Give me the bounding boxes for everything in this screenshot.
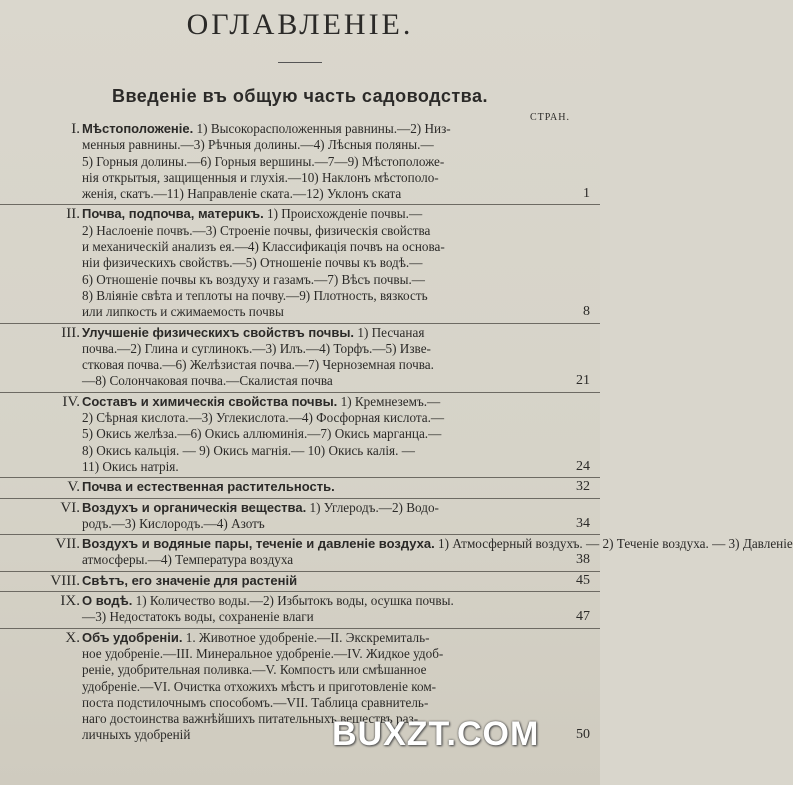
- chapter-title: Воздухъ и органическiя вещества.: [82, 499, 307, 515]
- entry-text: 11) Окись натрiя.: [82, 458, 179, 474]
- toc-entry: [0, 392, 600, 475]
- chapter-number: II.: [66, 206, 80, 223]
- entry-first-line: [82, 394, 530, 410]
- entry-text: ренie, удобрительная поливка.—V. Компостъ или смѣшанное: [82, 662, 427, 678]
- entry-text: 1) Песчаная: [357, 324, 425, 340]
- chapter-title: Улучшенie физическихъ свойствъ почвы.: [82, 324, 355, 340]
- toc-entry: [0, 571, 600, 589]
- entry-first-line: [82, 479, 530, 495]
- entry-first-line: [82, 121, 530, 137]
- entry-text: поста подстилочнымъ способомъ.—VII. Таблица сравнитель-: [82, 694, 429, 710]
- entry-text: —8) Солончаковая почва.—Скалистая почва: [82, 373, 333, 389]
- chapter-number: IV.: [62, 393, 80, 410]
- chapter-title: Составъ и химическiя свойства почвы.: [82, 393, 338, 409]
- entry-text: женiя, скатъ.—11) Направленie ската.—12) Уклонъ ската: [82, 186, 402, 202]
- entry-first-line: [82, 573, 530, 589]
- chapter-number: III.: [61, 324, 80, 341]
- toc-entry: [0, 498, 600, 533]
- entry-text: нія открытыя, защищенныя и глухiя.—10) Наклонъ мѣстополо-: [82, 169, 439, 185]
- chapter-number: X.: [65, 629, 80, 646]
- entry-first-line: [82, 630, 530, 646]
- page-number: 50: [576, 727, 590, 743]
- page-title: ОГЛАВЛЕНIE.: [186, 8, 414, 41]
- chapter-title: Свѣтъ, его значенie для растенiй: [82, 572, 298, 588]
- entry-text: —3) Недостатокъ воды, сохраненie влаги: [82, 609, 314, 625]
- entry-text: 2) Наслоенie почвъ.—3) Строенie почвы, физическiя свойства: [82, 222, 431, 238]
- entry-first-line: [82, 500, 530, 516]
- entry-text: и механическiй анализъ ея.—4) Классификацiя почвъ на основа-: [82, 239, 445, 255]
- entry-text: 1) Количество воды.—2) Избытокъ воды, осушка почвы.: [135, 593, 454, 609]
- entry-text: менныя равнины.—3) Рѣчныя долины.—4) Лѣсныя поляны.—: [82, 137, 434, 153]
- title-divider: [278, 62, 322, 63]
- toc-entry: [0, 204, 600, 320]
- chapter-number: I.: [71, 121, 80, 137]
- page-number: 45: [576, 572, 590, 588]
- entry-text: 6) Отношенie почвы къ воздуху и газамъ.—7) Вѣсъ почвы.—: [82, 271, 425, 287]
- entry-text: почва.—2) Глина и суглинокъ.—3) Илъ.—4) Торфъ.—5) Изве-: [82, 340, 431, 356]
- chapter-title: О водѣ.: [82, 593, 133, 609]
- toc-list: [0, 121, 793, 744]
- chapter-number: VIII.: [50, 572, 80, 589]
- toc-entry: [0, 591, 600, 626]
- entry-text: 1) Кремнеземъ.—: [340, 393, 441, 409]
- chapter-title: Воздухъ и водяные пары, теченie и давленie воздуха.: [82, 536, 435, 552]
- entry-text: личныхъ удобренiй: [82, 727, 191, 743]
- entry-first-line: [82, 206, 530, 222]
- entry-text: стковая почва.—6) Желѣзистая почва.—7) Черноземная почва.: [82, 357, 434, 373]
- entry-first-line: [82, 325, 530, 341]
- chapter-number: VI.: [60, 499, 80, 516]
- page-number: 21: [576, 373, 590, 389]
- page-number: 47: [576, 609, 590, 625]
- entry-text: 8) Окись кальцiя. — 9) Окись магнiя.— 10) Окись калiя. —: [82, 442, 415, 458]
- entry-text: удобренie.—VI. Очистка отхожихъ мѣстъ и приготовленie ком-: [82, 678, 437, 694]
- entry-text: 1) Углеродъ.—2) Водо-: [309, 499, 439, 515]
- entry-text: 1) Высокорасположенныя равнины.—2) Низ-: [196, 121, 451, 136]
- watermark: BUXZT.COM: [332, 715, 540, 753]
- toc-entry: [0, 477, 600, 495]
- page-number: 24: [576, 458, 590, 474]
- entry-text: 1) Атмосферный воздухъ. — 2) Теченie воздуха. — 3) Давленie: [438, 536, 793, 552]
- entry-text: наго достоинства важнѣйшихъ питательныхъ веществъ раз-: [82, 711, 419, 727]
- page-number: 32: [576, 479, 590, 495]
- entry-text: 5) Окись желѣза.—6) Окись аллюминiя.—7) Окись марганца.—: [82, 426, 442, 442]
- chapter-title: Почва, подпочва, матерuкъ.: [82, 206, 264, 222]
- toc-entry: [0, 121, 600, 202]
- entry-first-line: [82, 536, 793, 552]
- entry-text: 1. Животное удобренie.—II. Экскремиталь-: [185, 629, 430, 645]
- entry-text: 2) Сѣрная кислота.—3) Углекислота.—4) Фосфорная кислота.—: [82, 410, 445, 426]
- section-subtitle: Введенie въ общую часть садоводства.: [111, 86, 489, 106]
- entry-text: нiи физическихъ свойствъ.—5) Отношенie почвы къ водѣ.—: [82, 255, 423, 271]
- chapter-title: Объ удобренiи.: [82, 629, 183, 645]
- entry-text: родъ.—3) Кислородъ.—4) Азотъ: [82, 515, 265, 531]
- entry-first-line: [82, 593, 530, 609]
- toc-entry: [0, 534, 793, 569]
- chapter-number: VII.: [55, 536, 80, 553]
- page-column-header: СТРАН.: [530, 112, 571, 123]
- entry-text: 8) Влiянie свѣта и теплоты на почву.—9) Плотность, вязкость: [82, 287, 428, 303]
- chapter-title: Почва и естественная растительность.: [82, 479, 335, 495]
- page-number: 8: [583, 304, 590, 320]
- entry-text: 5) Горныя долины.—6) Горныя вершины.—7—9) Мѣстоположе-: [82, 153, 445, 169]
- entry-text: или липкость и сжимаемость почвы: [82, 304, 284, 320]
- chapter-title: Мѣстоположенie.: [82, 121, 194, 136]
- chapter-number: V.: [67, 479, 80, 496]
- page-number: 1: [583, 186, 590, 202]
- page-number: 38: [576, 552, 590, 568]
- entry-text: 1) Происхожденie почвы.—: [267, 206, 423, 222]
- chapter-number: IX.: [60, 593, 80, 610]
- entry-text: ное удобренie.—III. Минеральное удобренie.—IV. Жидкое удоб-: [82, 645, 444, 661]
- toc-entry: [0, 323, 600, 390]
- entry-text: атмосферы.—4) Температура воздуха: [82, 552, 294, 568]
- page-number: 34: [576, 515, 590, 531]
